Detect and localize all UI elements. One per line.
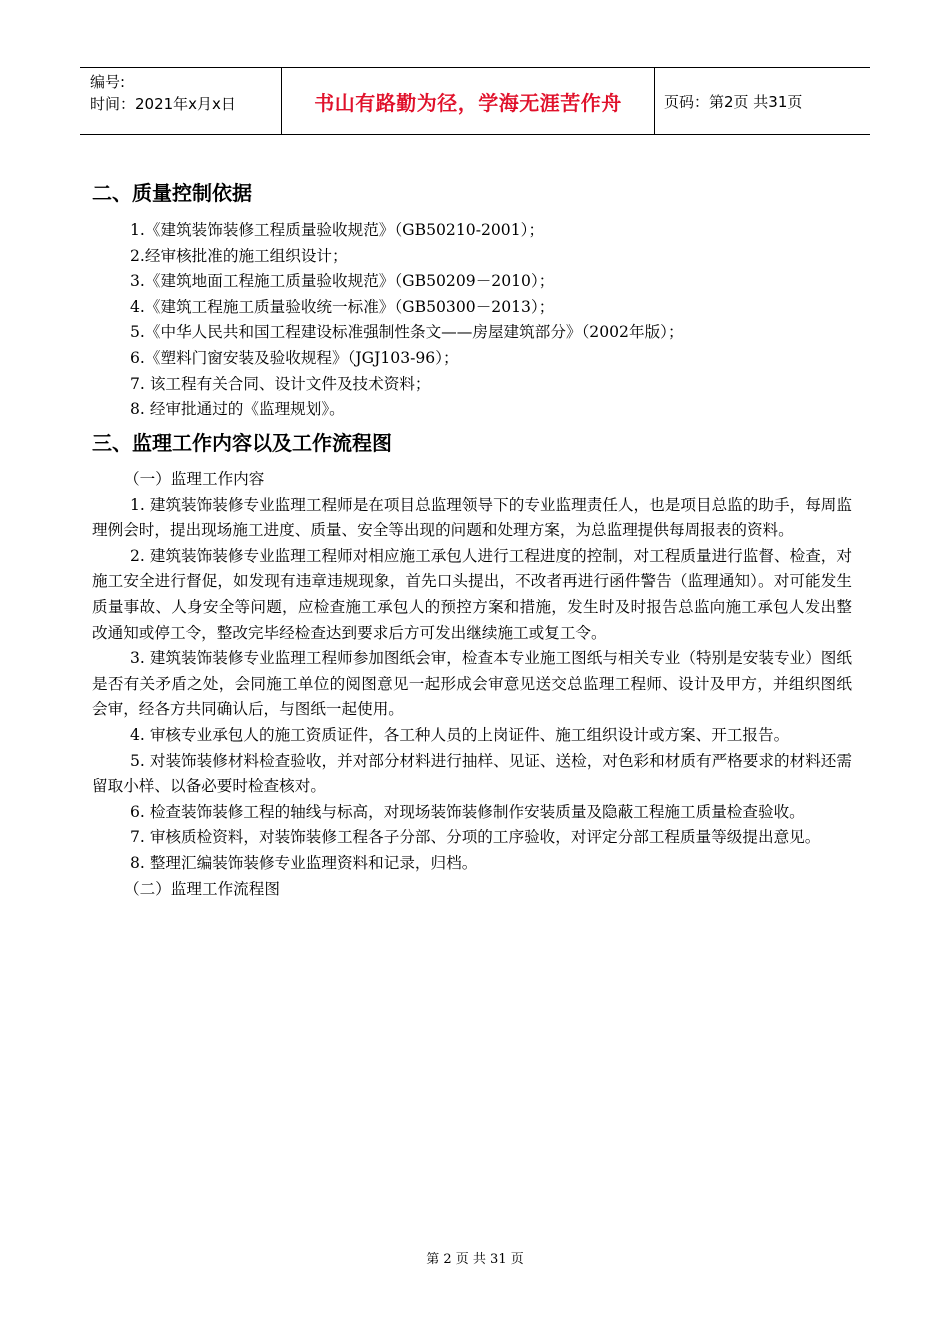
header-page-number: 页码：第2页 共31页 [664, 92, 803, 111]
list-item: 2.经审核批准的施工组织设计； [130, 246, 348, 265]
quality-basis-list [92, 218, 862, 423]
paragraph: 1. 建筑装饰装修专业监理工程师是在项目总监理领导下的专业监理责任人，也是项目总监的助手，每周监理例会时，提出现场施工进度、质量、安全等出现的问题和处理方案，为总监理提供每周报表的资料。 [92, 495, 852, 540]
list-item: 7. 该工程有关合同、设计文件及技术资料； [130, 374, 431, 393]
list-item: 5.《中华人民共和国工程建设标准强制性条文——房屋建筑部分》（2002年版）； [130, 323, 684, 342]
list-item: 1.《建筑装饰装修工程质量验收规范》（GB50210-2001）； [130, 221, 545, 239]
paragraph: 4. 审核专业承包人的施工资质证件，各工种人员的上岗证件、施工组织设计或方案、开工报告。 [130, 725, 790, 744]
paragraph: 6. 检查装饰装修工程的轴线与标高，对现场装饰装修制作安装质量及隐蔽工程施工质量检查验收。 [130, 802, 805, 821]
header-motto: 书山有路勤为径，学海无涯苦作舟 [282, 68, 655, 134]
list-item: 3.《建筑地面工程施工质量验收规范》（GB50209－2010）； [130, 272, 555, 291]
paragraph: 8. 整理汇编装饰装修专业监理资料和记录，归档。 [130, 853, 478, 872]
paragraph: 5. 对装饰装修材料检查验收，并对部分材料进行抽样、见证、送检，对色彩和材质有严格要求的材料还需留取小样、以备必要时检查核对。 [92, 751, 852, 796]
page-header [80, 67, 870, 135]
document-time-label: 时间：2021年x月x日 [90, 95, 236, 113]
supervision-content-body [92, 467, 852, 902]
section-heading-quality-basis: 二、质量控制依据 [92, 181, 252, 205]
page-footer: 第 2 页 共 31 页 [426, 1252, 524, 1267]
header-meta-cell [80, 68, 282, 134]
paragraph: 2. 建筑装饰装修专业监理工程师对相应施工承包人进行工程进度的控制，对工程质量进行监督、检查，对施工安全进行督促，如发现有违章违规现象，首先口头提出，不改者再进行函件警告（监理通知）。对可能发生质量事故、人身安全等问题，应检查施工承包人的预控方案和措施，发生时及时报告总监向施工承包人发出整改通知或停工令，整改完毕经检查达到要求后方可发出继续施工或复工令。 [92, 546, 852, 642]
list-item: 6.《塑料门窗安装及验收规程》（JGJ103-96）； [130, 348, 459, 367]
subheading-work-content: （一）监理工作内容 [124, 470, 265, 488]
paragraph: 3. 建筑装饰装修专业监理工程师参加图纸会审，检查本专业施工图纸与相关专业（特别是安装专业）图纸是否有关矛盾之处，会同施工单位的阅图意见一起形成会审意见送交总监理工程师、设计及甲方，并组织图纸会审，经各方共同确认后，与图纸一起使用。 [92, 649, 852, 719]
paragraph: 7. 审核质检资料，对装饰装修工程各子分部、分项的工序验收，对评定分部工程质量等级提出意见。 [130, 828, 821, 847]
document-number-label: 编号: [90, 73, 126, 91]
list-item: 4.《建筑工程施工质量验收统一标准》（GB50300－2013）； [130, 297, 555, 316]
subheading-workflow-chart: （二）监理工作流程图 [124, 879, 280, 898]
list-item: 8. 经审批通过的《监理规划》。 [130, 400, 345, 419]
section-heading-supervision-content: 三、监理工作内容以及工作流程图 [92, 431, 392, 455]
